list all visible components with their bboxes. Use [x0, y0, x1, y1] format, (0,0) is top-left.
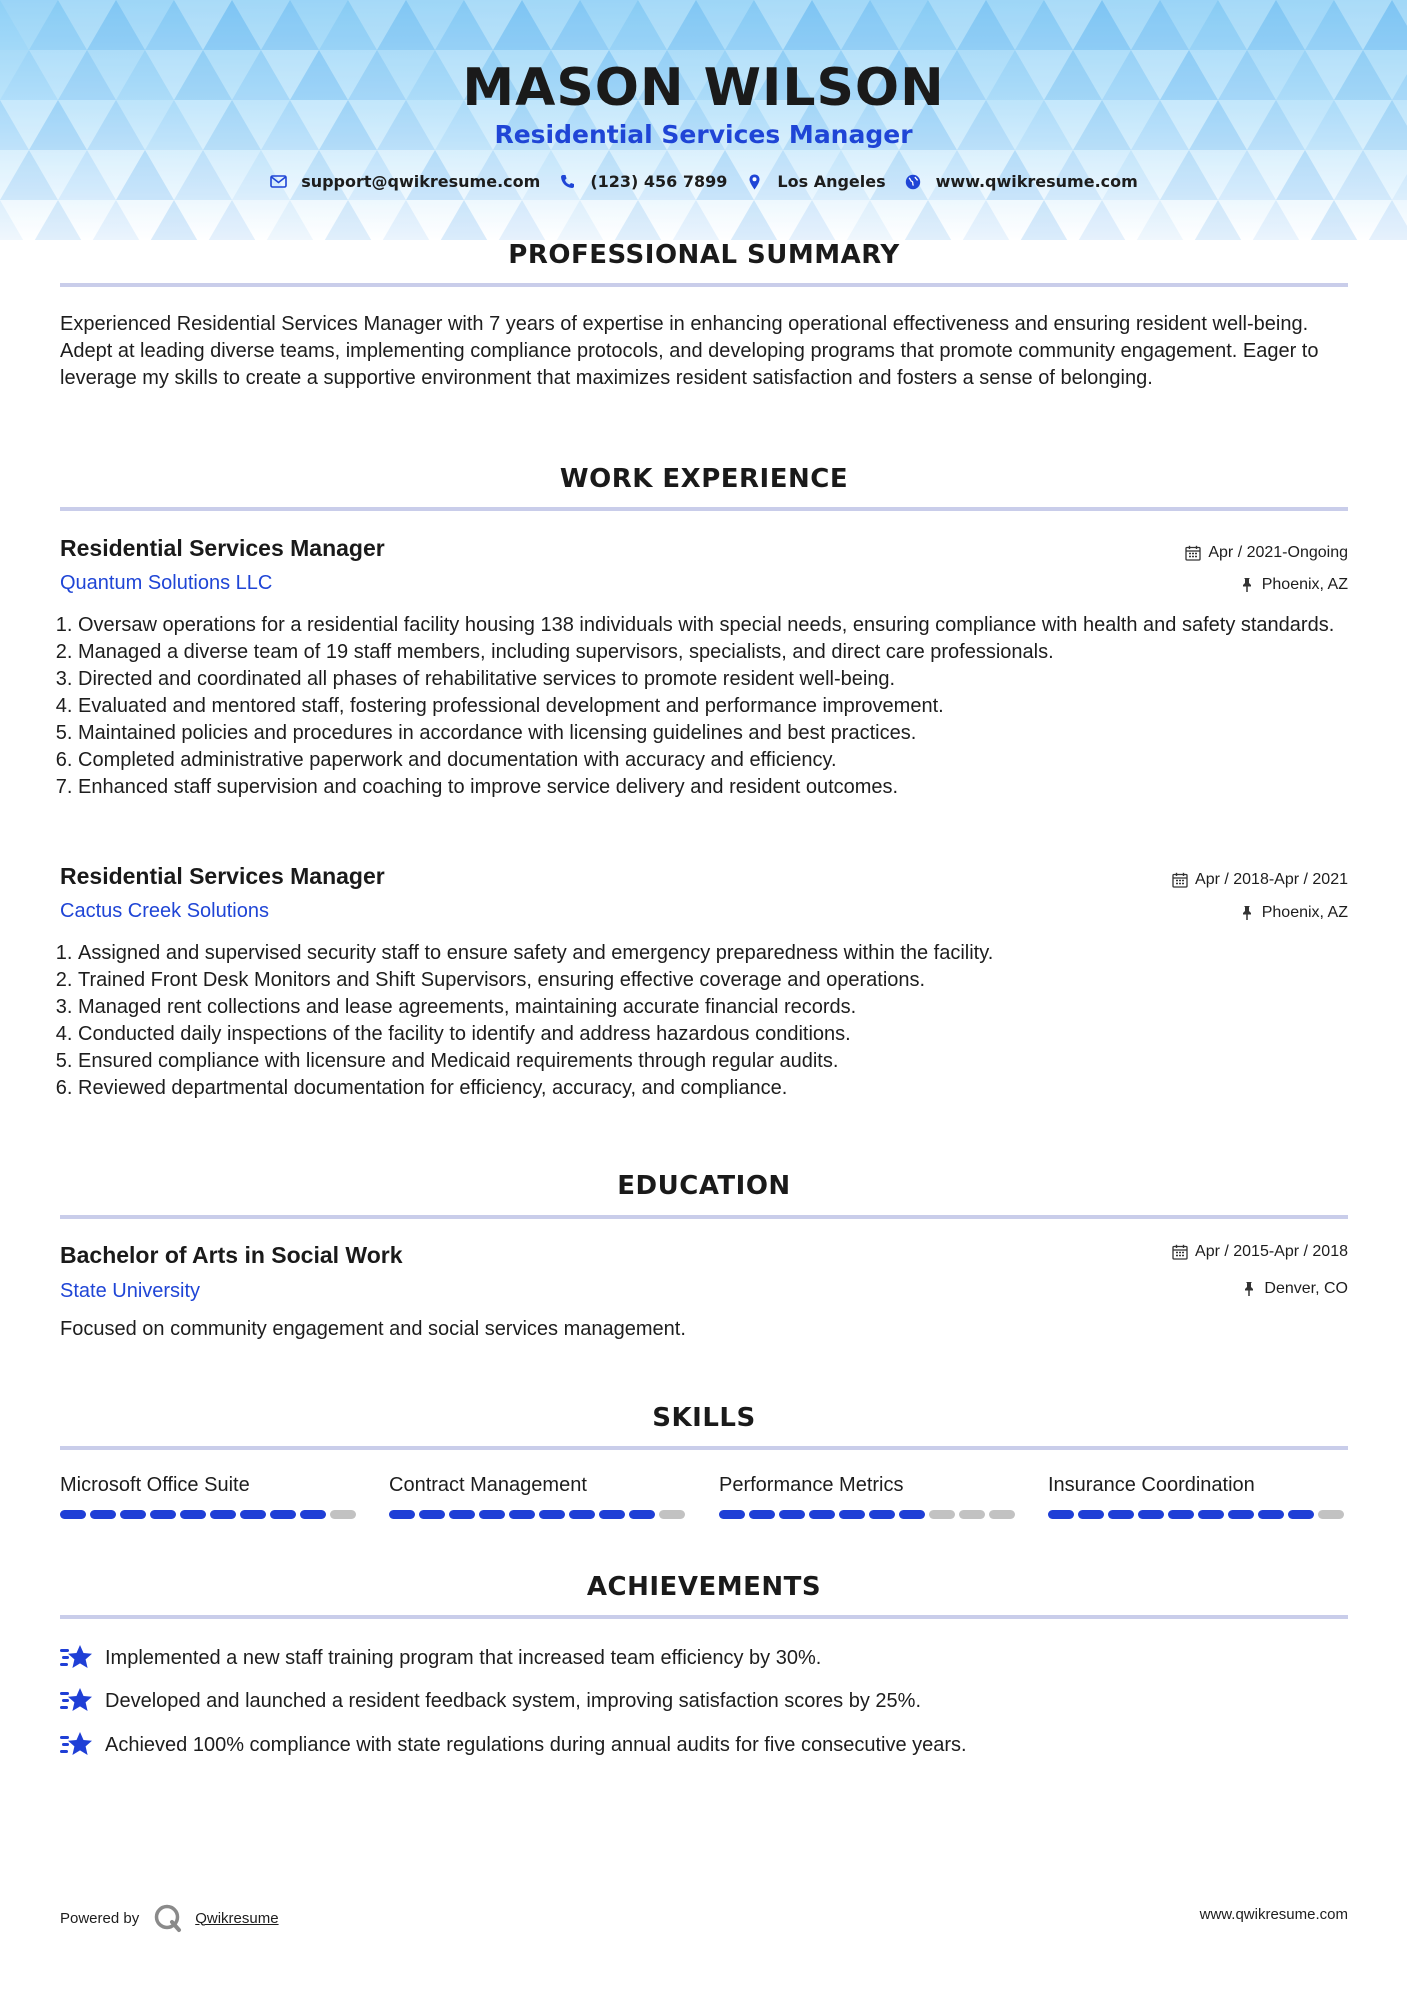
list-item: 1. Oversaw operations for a residential facility housing 138 individuals with special needs, ensuring compliance with health and safety standards.: [78, 612, 1368, 639]
skill-level-segment: [899, 1510, 925, 1519]
list-item: 1. Assigned and supervised security staff to ensure safety and emergency preparedness within the facility.: [78, 940, 1368, 967]
skill-level-segment: [719, 1510, 745, 1519]
skills-heading: SKILLS: [652, 1403, 756, 1433]
footer-website[interactable]: www.qwikresume.com: [1199, 1906, 1348, 1923]
skill-level-segment: [449, 1510, 475, 1519]
job-location: [1239, 576, 1348, 594]
job-date-text: Apr / 2018-Apr / 2021: [1195, 871, 1348, 888]
skill-name: Performance Metrics: [719, 1474, 904, 1496]
skill-level-segment: [989, 1510, 1015, 1519]
pushpin-icon: [1241, 1281, 1257, 1297]
achievements-heading: ACHIEVEMENTS: [586, 1572, 822, 1602]
job-bullets: [60, 940, 1368, 1102]
list-item: 7. Enhanced staff supervision and coaching to improve service delivery and resident outcomes.: [78, 774, 1368, 801]
skill-level-segment: [1258, 1510, 1284, 1519]
job-title: Residential Services Manager: [60, 863, 385, 889]
job-date-text: Apr / 2021-Ongoing: [1208, 544, 1348, 561]
calendar-icon: [1172, 872, 1188, 888]
contact-bar: [0, 172, 1407, 191]
qwikresume-logo-icon: [153, 1903, 183, 1933]
skill-level-segment: [330, 1510, 356, 1519]
candidate-role: Residential Services Manager: [494, 120, 913, 149]
globe-icon: [904, 173, 922, 191]
phone-text: (123) 456 7899: [590, 172, 728, 191]
skill-level-segment: [779, 1510, 805, 1519]
skill-level-segment: [240, 1510, 266, 1519]
skill-level-segment: [1198, 1510, 1224, 1519]
job-location: [1239, 904, 1348, 922]
skill-level-segment: [479, 1510, 505, 1519]
contact-phone[interactable]: [558, 172, 727, 191]
location-text: Los Angeles: [777, 172, 886, 191]
star-icon: [60, 1730, 94, 1760]
skill-level-segment: [270, 1510, 296, 1519]
skill-level-segment: [419, 1510, 445, 1519]
skill-item: [719, 1474, 1019, 1519]
contact-location: [745, 172, 885, 191]
job-date: [1185, 544, 1348, 562]
experience-heading: WORK EXPERIENCE: [559, 464, 849, 494]
brand-link[interactable]: Qwikresume: [195, 1909, 279, 1927]
contact-email[interactable]: [269, 172, 540, 191]
powered-by-text: Powered by: [60, 1909, 140, 1927]
skill-item: [1048, 1474, 1348, 1519]
skill-level-segment: [1228, 1510, 1254, 1519]
skill-level-segment: [150, 1510, 176, 1519]
star-icon: [60, 1686, 94, 1716]
skill-item: [60, 1474, 360, 1519]
skill-level-segment: [959, 1510, 985, 1519]
job-date: [1172, 871, 1348, 889]
calendar-icon: [1185, 545, 1201, 561]
skill-name: Microsoft Office Suite: [60, 1474, 250, 1496]
education-location: [1241, 1280, 1348, 1298]
phone-icon: [558, 173, 576, 191]
school-name: State University: [60, 1280, 201, 1302]
job-location-text: Phoenix, AZ: [1261, 904, 1348, 921]
job-company: Cactus Creek Solutions: [60, 900, 269, 922]
calendar-icon: [1172, 1244, 1188, 1260]
skill-level-segment: [389, 1510, 415, 1519]
skill-level-segment: [839, 1510, 865, 1519]
pushpin-icon: [1239, 577, 1255, 593]
skill-level-bar: [60, 1510, 360, 1519]
skill-level-segment: [1048, 1510, 1074, 1519]
education-date-text: Apr / 2015-Apr / 2018: [1195, 1243, 1348, 1260]
achievement-item: [60, 1643, 821, 1673]
education-divider: [60, 1215, 1348, 1219]
list-item: 6. Completed administrative paperwork and documentation with accuracy and efficiency.: [78, 747, 1368, 774]
job-location-text: Phoenix, AZ: [1261, 576, 1348, 593]
skill-name: Contract Management: [389, 1474, 587, 1496]
list-item: 4. Evaluated and mentored staff, fostering professional development and performance improvement.: [78, 693, 1368, 720]
star-icon: [60, 1643, 94, 1673]
skill-level-segment: [120, 1510, 146, 1519]
list-item: 6. Reviewed departmental documentation for efficiency, accuracy, and compliance.: [78, 1075, 1368, 1102]
skill-level-segment: [509, 1510, 535, 1519]
map-marker-icon: [745, 173, 763, 191]
skill-level-segment: [1318, 1510, 1344, 1519]
achievement-text: Implemented a new staff training program that increased team efficiency by 30%.: [105, 1646, 822, 1669]
summary-heading: PROFESSIONAL SUMMARY: [508, 240, 900, 270]
list-item: 3. Managed rent collections and lease agreements, maintaining accurate financial records.: [78, 994, 1368, 1021]
list-item: 5. Ensured compliance with licensure and Medicaid requirements through regular audits.: [78, 1048, 1368, 1075]
skill-level-segment: [809, 1510, 835, 1519]
list-item: 5. Maintained policies and procedures in accordance with licensing guidelines and best practices.: [78, 720, 1368, 747]
skill-level-segment: [1078, 1510, 1104, 1519]
list-item: 4. Conducted daily inspections of the facility to identify and address hazardous conditions.: [78, 1021, 1368, 1048]
skill-level-segment: [300, 1510, 326, 1519]
skill-level-segment: [539, 1510, 565, 1519]
contact-website[interactable]: [904, 172, 1138, 191]
education-date: [1172, 1243, 1348, 1261]
footer-powered-by: [60, 1903, 279, 1933]
skill-item: [389, 1474, 689, 1519]
skill-level-segment: [90, 1510, 116, 1519]
skill-level-segment: [869, 1510, 895, 1519]
skill-level-segment: [1288, 1510, 1314, 1519]
list-item: 2. Managed a diverse team of 19 staff members, including supervisors, specialists, and direct care professionals.: [78, 639, 1368, 666]
skill-level-segment: [60, 1510, 86, 1519]
list-item: 2. Trained Front Desk Monitors and Shift Supervisors, ensuring effective coverage and operations.: [78, 967, 1368, 994]
achievement-text: Achieved 100% compliance with state regulations during annual audits for five consecutive years.: [105, 1733, 967, 1756]
skill-level-segment: [659, 1510, 685, 1519]
skill-level-segment: [629, 1510, 655, 1519]
job-title: Residential Services Manager: [60, 535, 385, 561]
skill-level-segment: [1138, 1510, 1164, 1519]
skill-level-segment: [599, 1510, 625, 1519]
skill-level-segment: [1108, 1510, 1134, 1519]
skill-level-segment: [929, 1510, 955, 1519]
summary-text: Experienced Residential Services Manager with 7 years of expertise in enhancing operational effectiveness and ensuring resident well-being. Adept at leading diverse teams, implementing compliance protocols, and developing programs that promote community engagement. Eager to leverage my skills to create a supportive environment that maximizes resident satisfaction and fosters a sense of belonging.: [60, 313, 1319, 389]
experience-divider: [60, 507, 1348, 511]
education-heading: EDUCATION: [617, 1171, 791, 1201]
skill-level-segment: [749, 1510, 775, 1519]
skill-level-bar: [1048, 1510, 1348, 1519]
candidate-name: MASON WILSON: [462, 58, 945, 118]
skills-divider: [60, 1446, 1348, 1450]
envelope-icon: [269, 173, 287, 191]
pushpin-icon: [1239, 905, 1255, 921]
achievement-item: [60, 1686, 921, 1716]
achievement-text: Developed and launched a resident feedback system, improving satisfaction scores by 25%.: [105, 1689, 922, 1712]
skill-level-segment: [569, 1510, 595, 1519]
skill-level-segment: [180, 1510, 206, 1519]
job-bullets: [60, 612, 1368, 801]
achievement-item: [60, 1730, 967, 1760]
email-text: support@qwikresume.com: [301, 172, 541, 191]
achievements-divider: [60, 1615, 1348, 1619]
list-item: 3. Directed and coordinated all phases of rehabilitative services to promote resident well-being.: [78, 666, 1368, 693]
skill-level-bar: [389, 1510, 689, 1519]
skill-name: Insurance Coordination: [1048, 1474, 1255, 1496]
job-company: Quantum Solutions LLC: [60, 572, 273, 594]
skill-level-bar: [719, 1510, 1019, 1519]
skill-level-segment: [1168, 1510, 1194, 1519]
website-text: www.qwikresume.com: [935, 172, 1138, 191]
education-location-text: Denver, CO: [1264, 1280, 1348, 1297]
degree-title: Bachelor of Arts in Social Work: [60, 1242, 403, 1268]
summary-divider: [60, 283, 1348, 287]
education-description: Focused on community engagement and social services management.: [60, 1318, 686, 1340]
skill-level-segment: [210, 1510, 236, 1519]
